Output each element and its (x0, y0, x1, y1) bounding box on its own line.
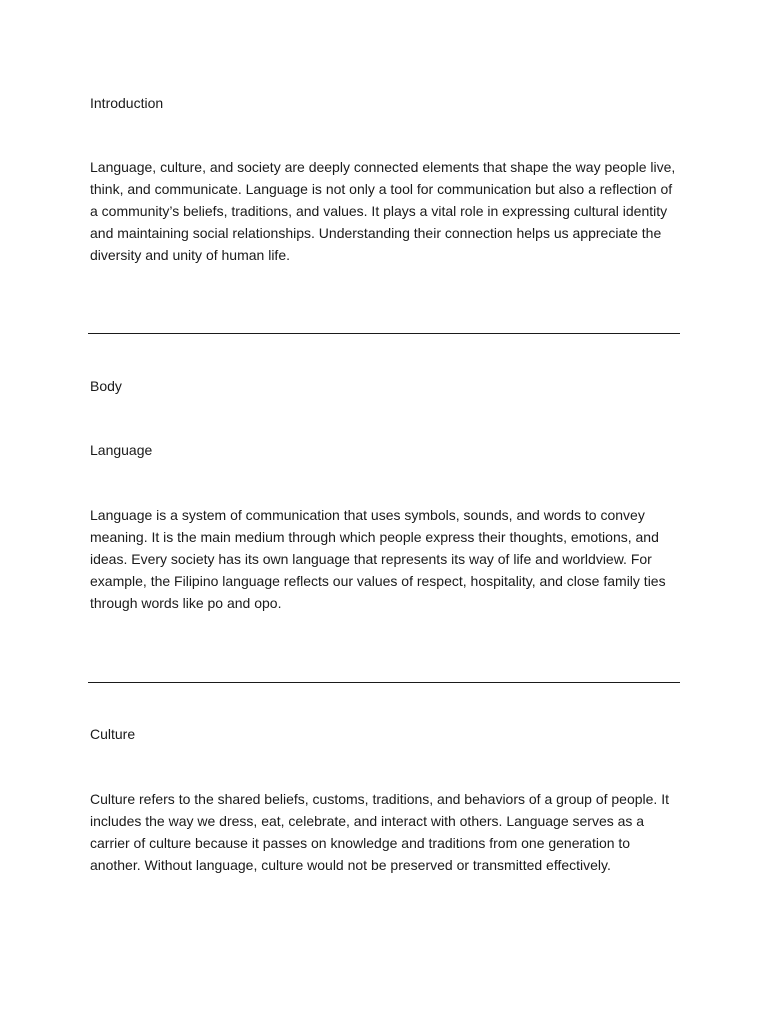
language-heading: Language (90, 442, 153, 458)
introduction-paragraph: Language, culture, and society are deeply connected elements that shape the way people live, think, and communicate. Language is not only a tool for communication but also a reflection of a community’s beliefs, traditions, and values. It plays a vital role in expressing cultural identity and maintaining social relationships. Understanding their connection helps us appreciate the diversity and unity of human life. (90, 159, 676, 263)
culture-paragraph: Culture refers to the shared beliefs, customs, traditions, and behaviors of a group of people. It includes the way we dress, eat, celebrate, and interact with others. Language serves as a carrier of culture because it passes on knowledge and traditions from one generation to another. Without language, culture would not be preserved or transmitted effectively. (90, 791, 669, 873)
body-heading: Body (90, 378, 122, 394)
section-divider-1 (88, 333, 680, 334)
introduction-heading: Introduction (90, 95, 164, 111)
section-divider-2 (88, 682, 680, 683)
language-paragraph: Language is a system of communication that uses symbols, sounds, and words to convey meaning. It is the main medium through which people express their thoughts, emotions, and ideas. Every society has its own language that represents its way of life and worldview. For example, the Filipino language reflects our values of respect, hospitality, and close family ties through words like po and opo. (90, 507, 666, 611)
culture-heading: Culture (90, 726, 136, 742)
